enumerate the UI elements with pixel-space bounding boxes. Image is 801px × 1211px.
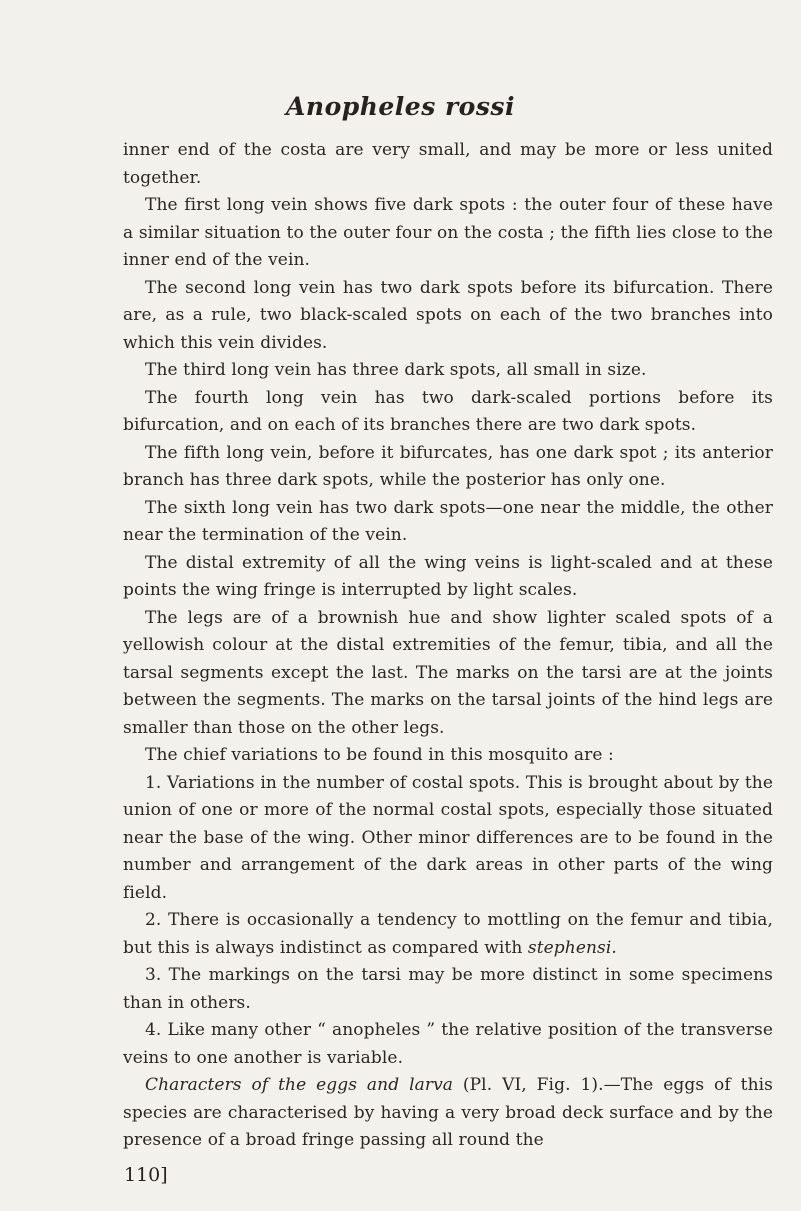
paragraph-third-long-vein: The third long vein has three dark spots, all small in size.	[145, 360, 647, 380]
paragraph-fourth-long-vein: The fourth long vein has two dark-scaled portions before its bifurcation, and on each of its branches there are two dark spots.	[123, 387, 773, 435]
running-head: Anopheles rossi	[286, 92, 515, 121]
list-item-mottling	[123, 907, 773, 962]
list-item-transverse-veins: 4. Like many other “ anopheles ” the relative position of the transverse veins to one another is variable.	[123, 1020, 773, 1068]
paragraph-sixth-long-vein: The sixth long vein has two dark spots—one near the middle, the other near the termination of the vein.	[123, 497, 773, 545]
species-name: stephensi.	[527, 937, 617, 958]
paragraph-fifth-long-vein: The fifth long vein, before it bifurcates, has one dark spot ; its anterior branch has three dark spots, while the posterior has only one.	[123, 442, 773, 490]
list-item-costal-spots: 1. Variations in the number of costal spots. This is brought about by the union of one or more of the normal costal spots, especially those situated near the base of the wing. Other minor differences are to be found in the number and arrangement of the dark areas in other parts of the wing field.	[123, 772, 773, 903]
paragraph-eggs-text: (Pl. VI, Fig. 1).—The eggs of this species are characterised by having a very broad deck surface and by the presence of a broad fringe passing all round the	[123, 1075, 773, 1150]
paragraph-legs: The legs are of a brownish hue and show lighter scaled spots of a yellowish colour at the distal extremities of the femur, tibia, and all the tarsal segments except the last. The marks on the tarsi are at the joints between the segments. The marks on the tarsal joints of the hind legs are smaller than those on the other legs.	[123, 607, 773, 738]
paragraph-variations-intro: The chief variations to be found in this mosquito are :	[145, 745, 614, 765]
paragraph-first-long-vein: The first long vein shows five dark spots : the outer four of these have a similar situation to the outer four on the costa ; the fifth lies close to the inner end of the vein.	[123, 195, 773, 270]
paragraph-distal-extremity: The distal extremity of all the wing veins is light-scaled and at these points the wing fringe is interrupted by light scales.	[123, 552, 773, 600]
page-number: 110]	[124, 1164, 168, 1186]
section-heading-eggs-larva: Characters of the eggs and larva	[145, 1075, 454, 1095]
list-item-tarsi-markings: 3. The markings on the tarsi may be more distinct in some specimens than in others.	[123, 965, 773, 1013]
paragraph-costa-continuation: inner end of the costa are very small, and may be more or less united together.	[123, 140, 773, 188]
list-item-mottling-text: 2. There is occasionally a tendency to mottling on the femur and tibia, but this is always indistinct as compared with	[123, 910, 773, 958]
paragraph-second-long-vein: The second long vein has two dark spots before its bifurcation. There are, as a rule, two black-scaled spots on each of the two branches into which this vein divides.	[123, 277, 773, 353]
paragraph-eggs-and-larva	[123, 1072, 773, 1155]
body-text	[123, 137, 773, 1155]
